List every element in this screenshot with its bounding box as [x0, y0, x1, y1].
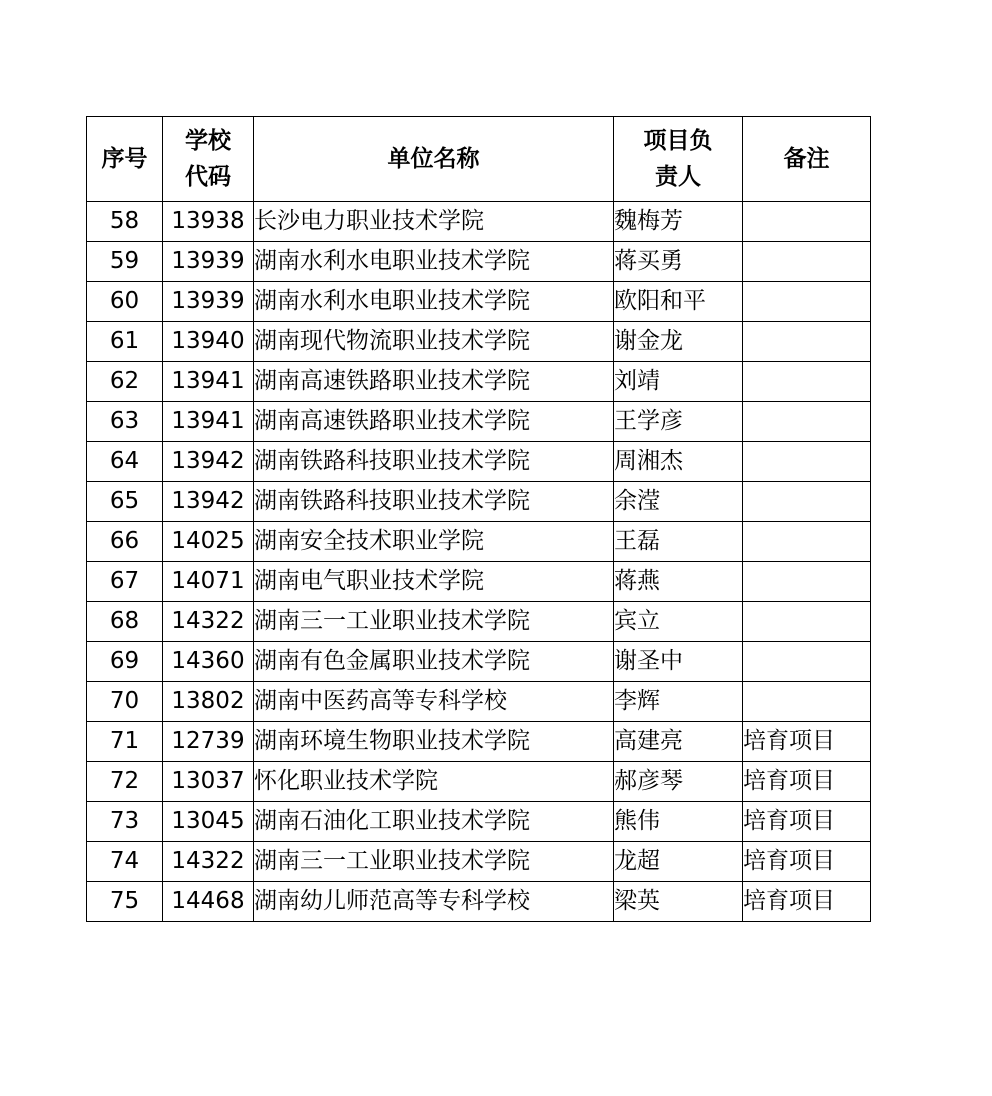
cell-note: 培育项目 [743, 762, 871, 802]
cell-note [743, 242, 871, 282]
header-project-leader [614, 117, 743, 202]
cell-school-code: 13940 [163, 322, 254, 362]
cell-project-leader: 欧阳和平 [614, 282, 743, 322]
cell-note [743, 442, 871, 482]
cell-seq: 73 [87, 802, 163, 842]
table-row [87, 642, 871, 682]
cell-project-leader: 郝彦琴 [614, 762, 743, 802]
cell-project-leader: 王学彦 [614, 402, 743, 442]
cell-unit-name: 湖南高速铁路职业技术学院 [254, 402, 614, 442]
cell-project-leader: 余滢 [614, 482, 743, 522]
cell-project-leader: 李辉 [614, 682, 743, 722]
cell-project-leader: 梁英 [614, 882, 743, 922]
table-row [87, 282, 871, 322]
table-row [87, 722, 871, 762]
cell-note [743, 282, 871, 322]
cell-school-code: 14468 [163, 882, 254, 922]
cell-note [743, 602, 871, 642]
cell-unit-name: 湖南环境生物职业技术学院 [254, 722, 614, 762]
header-seq: 序号 [87, 117, 163, 202]
table-row [87, 442, 871, 482]
cell-seq: 69 [87, 642, 163, 682]
cell-school-code: 14360 [163, 642, 254, 682]
cell-school-code: 13045 [163, 802, 254, 842]
cell-note [743, 522, 871, 562]
cell-school-code: 13938 [163, 202, 254, 242]
cell-unit-name: 湖南安全技术职业学院 [254, 522, 614, 562]
table-row [87, 842, 871, 882]
cell-seq: 72 [87, 762, 163, 802]
cell-note [743, 202, 871, 242]
cell-unit-name: 湖南石油化工职业技术学院 [254, 802, 614, 842]
table-row [87, 882, 871, 922]
cell-unit-name: 湖南三一工业职业技术学院 [254, 602, 614, 642]
cell-project-leader: 高建亮 [614, 722, 743, 762]
cell-school-code: 13941 [163, 362, 254, 402]
cell-project-leader: 刘靖 [614, 362, 743, 402]
cell-unit-name: 湖南水利水电职业技术学院 [254, 282, 614, 322]
table-row [87, 322, 871, 362]
cell-unit-name: 湖南幼儿师范高等专科学校 [254, 882, 614, 922]
table-row [87, 242, 871, 282]
project-leader-table [86, 116, 871, 922]
cell-seq: 67 [87, 562, 163, 602]
cell-project-leader: 熊伟 [614, 802, 743, 842]
cell-school-code: 13802 [163, 682, 254, 722]
header-school-code [163, 117, 254, 202]
header-project-leader-line1: 项目负 [643, 128, 713, 154]
table-row [87, 602, 871, 642]
header-school-code-line2: 代码 [185, 164, 231, 190]
cell-note [743, 482, 871, 522]
header-school-code-line1: 学校 [185, 128, 231, 154]
cell-seq: 64 [87, 442, 163, 482]
header-project-leader-line2: 责人 [655, 164, 701, 190]
cell-seq: 74 [87, 842, 163, 882]
cell-seq: 60 [87, 282, 163, 322]
cell-unit-name: 湖南中医药高等专科学校 [254, 682, 614, 722]
cell-school-code: 14071 [163, 562, 254, 602]
table-row [87, 682, 871, 722]
cell-unit-name: 湖南铁路科技职业技术学院 [254, 482, 614, 522]
cell-seq: 66 [87, 522, 163, 562]
cell-project-leader: 宾立 [614, 602, 743, 642]
cell-seq: 63 [87, 402, 163, 442]
cell-school-code: 13941 [163, 402, 254, 442]
cell-unit-name: 湖南现代物流职业技术学院 [254, 322, 614, 362]
cell-note: 培育项目 [743, 802, 871, 842]
cell-seq: 61 [87, 322, 163, 362]
cell-unit-name: 湖南水利水电职业技术学院 [254, 242, 614, 282]
table-row [87, 402, 871, 442]
cell-note: 培育项目 [743, 882, 871, 922]
cell-school-code: 13942 [163, 482, 254, 522]
cell-project-leader: 谢圣中 [614, 642, 743, 682]
table-row [87, 802, 871, 842]
cell-unit-name: 湖南有色金属职业技术学院 [254, 642, 614, 682]
cell-note: 培育项目 [743, 722, 871, 762]
header-unit-name: 单位名称 [254, 117, 614, 202]
cell-school-code: 14322 [163, 842, 254, 882]
table-row [87, 202, 871, 242]
cell-project-leader: 王磊 [614, 522, 743, 562]
cell-project-leader: 蒋燕 [614, 562, 743, 602]
cell-project-leader: 魏梅芳 [614, 202, 743, 242]
cell-unit-name: 长沙电力职业技术学院 [254, 202, 614, 242]
header-row [87, 117, 871, 202]
cell-note [743, 322, 871, 362]
cell-unit-name: 湖南铁路科技职业技术学院 [254, 442, 614, 482]
table-row [87, 762, 871, 802]
cell-unit-name: 湖南高速铁路职业技术学院 [254, 362, 614, 402]
cell-note [743, 402, 871, 442]
cell-school-code: 14025 [163, 522, 254, 562]
table-row [87, 522, 871, 562]
table-header [87, 117, 871, 202]
cell-school-code: 14322 [163, 602, 254, 642]
cell-note [743, 562, 871, 602]
cell-note: 培育项目 [743, 842, 871, 882]
cell-seq: 70 [87, 682, 163, 722]
cell-school-code: 13037 [163, 762, 254, 802]
cell-note [743, 682, 871, 722]
table-row [87, 362, 871, 402]
cell-note [743, 642, 871, 682]
table-row [87, 562, 871, 602]
cell-seq: 62 [87, 362, 163, 402]
cell-seq: 65 [87, 482, 163, 522]
cell-school-code: 12739 [163, 722, 254, 762]
cell-seq: 58 [87, 202, 163, 242]
cell-school-code: 13942 [163, 442, 254, 482]
cell-school-code: 13939 [163, 242, 254, 282]
cell-project-leader: 谢金龙 [614, 322, 743, 362]
cell-unit-name: 怀化职业技术学院 [254, 762, 614, 802]
cell-project-leader: 蒋买勇 [614, 242, 743, 282]
cell-unit-name: 湖南电气职业技术学院 [254, 562, 614, 602]
cell-project-leader: 龙超 [614, 842, 743, 882]
table-row [87, 482, 871, 522]
cell-unit-name: 湖南三一工业职业技术学院 [254, 842, 614, 882]
cell-seq: 59 [87, 242, 163, 282]
cell-project-leader: 周湘杰 [614, 442, 743, 482]
cell-seq: 75 [87, 882, 163, 922]
cell-seq: 71 [87, 722, 163, 762]
table-body [87, 202, 871, 922]
header-note: 备注 [743, 117, 871, 202]
cell-school-code: 13939 [163, 282, 254, 322]
cell-seq: 68 [87, 602, 163, 642]
cell-note [743, 362, 871, 402]
